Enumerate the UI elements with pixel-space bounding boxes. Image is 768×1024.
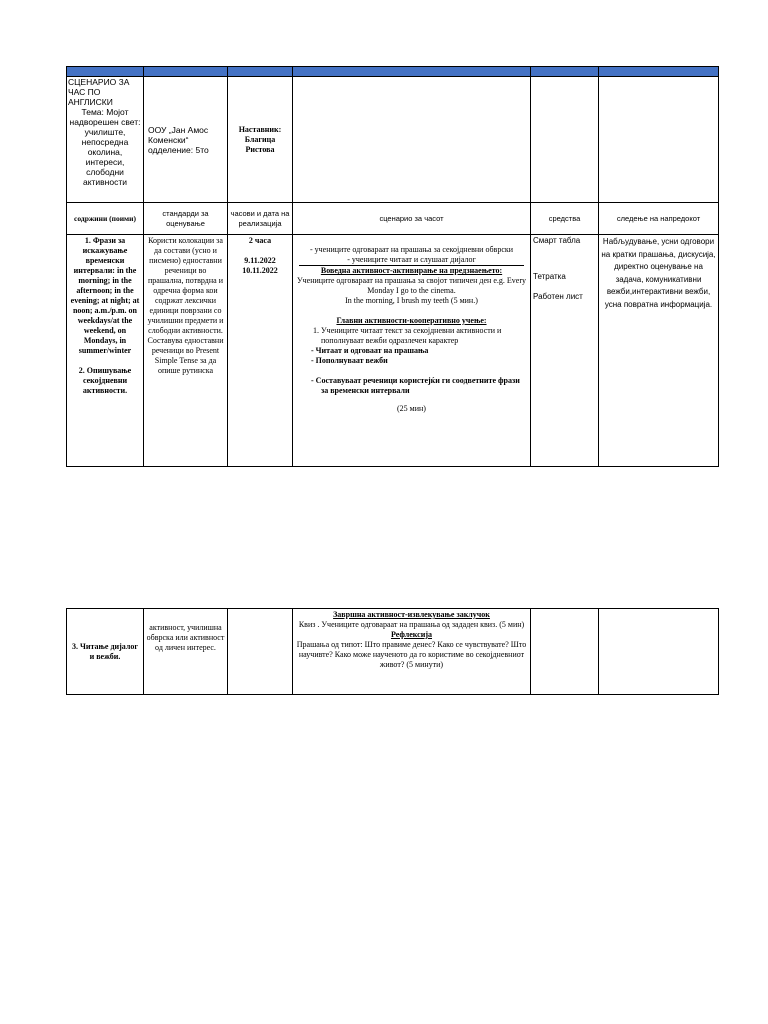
header-standards: стандарди за оценување <box>144 203 228 235</box>
column-headers-row <box>67 203 719 235</box>
title-cell <box>67 77 144 203</box>
table-header-band <box>67 67 719 77</box>
tracking-cell <box>599 235 719 467</box>
teacher-name: Благица Ристова <box>244 134 276 154</box>
header-resources: средства <box>531 203 599 235</box>
bullet-3: - Составуваат реченици користејќи ги соодветните фрази за временски интервали <box>321 376 528 396</box>
header-content: содржини (поими) <box>67 203 144 235</box>
final-text: Квиз . Учениците одговараат на прашања од зададен квиз. (5 мин) <box>298 620 525 629</box>
main-duration: (25 мин) <box>397 404 426 413</box>
reflection-text: Прашања од типот: Што правиме денес? Како се чувствувате? Што научивте? Како може наученото да го користиме во секојдневниот живот? (5 минути) <box>296 640 527 669</box>
lesson-table-continued <box>66 608 719 695</box>
content-item-1: 1. Фрази за искажување временски интервали: in the morning; in the afternoon; in the evening; at night; at noon; a.m./p.m. on weekdays/at the weekend, on Mondays, in summer/winter <box>70 236 140 355</box>
final-heading: Завршна активност-извлекување заклучок <box>333 610 490 619</box>
standards-text: Користи колокации за да состави (усно и писмено) едноставни реченици во прашална, потврдна и одречна форма кои содржат лексички единици поврзани со училишни предмети и слободни активности. Составува едноставни реченици во Present Simple Tense за да опише рутинска <box>147 236 224 375</box>
scenario-line-2: - учениците читаат и слушаат дијалог <box>299 255 524 266</box>
intro-heading: Воведна активност-активирање на предзнаењето: <box>320 266 503 275</box>
school-cell <box>144 77 228 203</box>
resource-worksheet: Работен лист <box>533 292 583 301</box>
tracking-text: Набљудување, усни одговори на кратки прашања, дискусија, директно оценување на задача, комуникативни вежби,интерактивни вежби, усна повратна информација. <box>601 237 716 309</box>
header-scenario: сценарио за часот <box>293 203 531 235</box>
content-item-3: 3. Читање дијалог и вежби. <box>72 641 138 661</box>
content-cell <box>67 235 144 467</box>
teacher-label: Наставник: <box>238 124 282 134</box>
activity-bullets <box>295 346 528 396</box>
standards-cell <box>144 235 228 467</box>
grade-label: одделение: 5то <box>148 144 209 155</box>
theme-label: Тема: <box>81 107 104 117</box>
intro-text: Учениците одговараат на прашања за својот типичен ден e.g. Every Monday I go to the cinema. <box>296 276 526 295</box>
content-cell-2 <box>67 609 144 695</box>
header-tracking: следење на напредокот <box>599 203 719 235</box>
content-item-2: 2. Опишување секојдневни активности. <box>78 366 132 395</box>
main-heading: Главни активности-кооперативно учење: <box>336 316 487 325</box>
main-activity-item: 1. Учениците читаат текст за секојдневни активности и пополнуваат вежби одразлечен карактер <box>321 326 528 346</box>
scenario-line-1: - учениците одговараат на прашања за секојдневни обврски <box>309 245 514 254</box>
lesson-table-main <box>66 66 719 467</box>
header-time: часови и дата на реализација <box>228 203 293 235</box>
school-name: ООУ „Јан Амос Коменски“ <box>148 124 209 145</box>
main-activity-list <box>295 326 528 346</box>
standards-text-cont: активност, училишна обврска или активност од личен интерес. <box>146 623 225 652</box>
date-2: 10.11.2022 <box>242 266 278 275</box>
bullet-1: - Читаат и одговаат на прашања <box>321 346 528 356</box>
intro-example: In the morning, I brush my teeth (5 мин.) <box>345 296 478 305</box>
resource-notebook: Тетратка <box>533 272 566 281</box>
bullet-2: - Пополнуваат вежби <box>321 356 528 366</box>
theme-text: Мојот надворешен свет: училиште, непосредна околина, интереси, слободни активности <box>69 107 141 187</box>
time-cell <box>228 235 293 467</box>
scenario-cell <box>293 235 531 467</box>
resource-smart-board: Смарт табла <box>533 236 581 245</box>
scenario-cell-2 <box>293 609 531 695</box>
hours-label: 2 часа <box>248 236 272 245</box>
standards-cell-2 <box>144 609 228 695</box>
resources-cell <box>531 235 599 467</box>
lesson-row-1 <box>67 235 719 467</box>
lesson-row-2 <box>67 609 719 695</box>
teacher-cell <box>228 77 293 203</box>
reflection-heading: Рефлексија <box>390 630 433 639</box>
info-row <box>67 77 719 203</box>
date-1: 9.11.2022 <box>244 256 276 265</box>
lesson-title: СЦЕНАРИО ЗА ЧАС ПО АНГЛИСКИ <box>68 77 130 107</box>
